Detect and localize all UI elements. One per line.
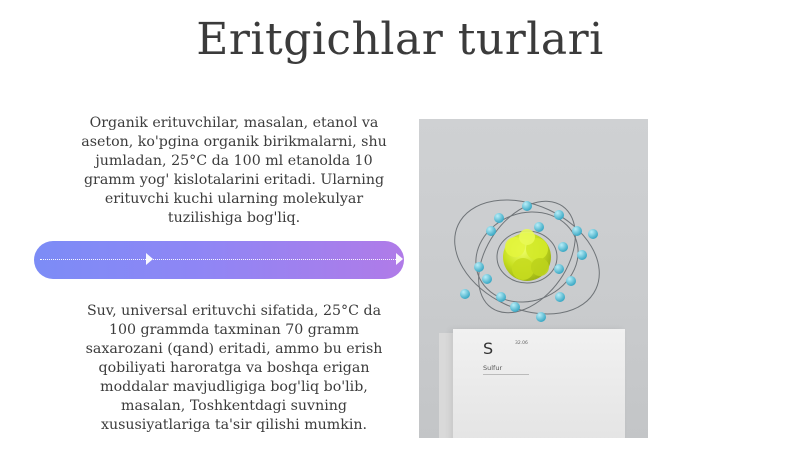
arrow-right-icon bbox=[146, 253, 153, 265]
dotted-arrow-line bbox=[40, 259, 398, 260]
element-symbol: S bbox=[483, 339, 494, 358]
arrow-right-icon bbox=[396, 253, 403, 265]
sulfur-atom-image bbox=[419, 119, 648, 438]
organic-solvents-paragraph: Organik erituvchilar, masalan, etanol va aseton, ko'pgina organik birikmalarni, shu jumladan, 25°C da 100 ml etanolda 10 gramm yog' kislotalarini eritadi. Ularning erituvchi kuchi ularning molekulyar tuzilishiga bog'liq. bbox=[81, 115, 387, 226]
water-solvent-paragraph: Suv, universal erituvchi sifatida, 25°C da 100 grammda taxminan 70 gramm saxarozani (qand) eritadi, ammo bu erish qobiliyati haroratga va boshqa erigan moddalar mavjudligiga bog'liq bo'lib, masalan, Toshkentdagi suvning xususiyatlariga ta'sir qilishi mumkin. bbox=[85, 303, 383, 433]
element-divider bbox=[483, 374, 529, 375]
element-card bbox=[477, 337, 533, 375]
element-name: Sulfur bbox=[483, 364, 503, 372]
atomic-mass: 32.06 bbox=[515, 341, 528, 346]
gradient-divider-bar bbox=[34, 241, 404, 279]
nucleus bbox=[503, 229, 551, 281]
slide-title: Eritgichlar turlari bbox=[196, 14, 604, 65]
